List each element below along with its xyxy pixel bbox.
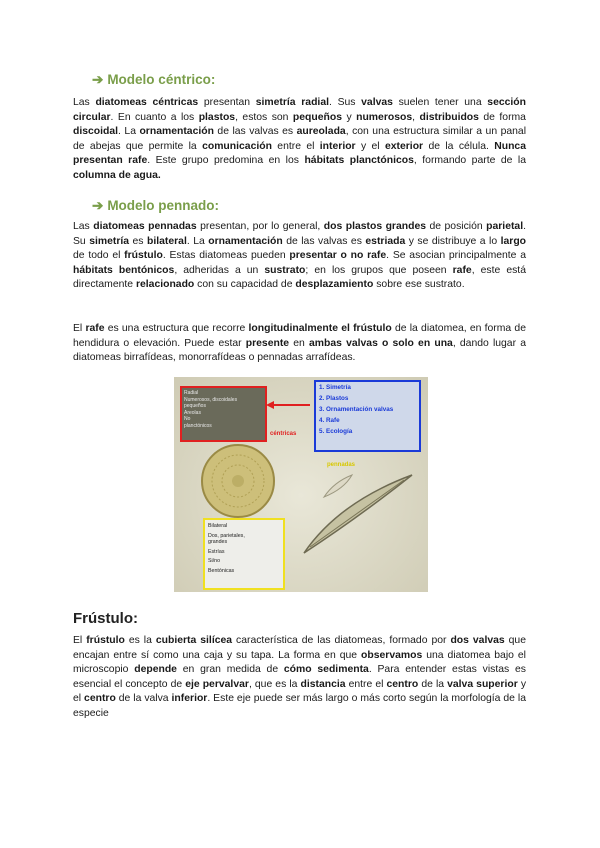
arrow-right-icon: ➔ — [92, 72, 104, 87]
paragraph-pennate — [73, 220, 526, 293]
text-run: es — [129, 235, 147, 247]
text-run: . La — [186, 235, 209, 247]
heading-frustule: Frústulo: — [73, 610, 138, 627]
text-run: y el — [73, 678, 527, 705]
text-run: estriada — [365, 235, 406, 247]
text-run: hábitats planctónicos — [304, 155, 414, 167]
text-run: , — [412, 111, 420, 123]
text-run: , con una estructura similar a un panal de abejas que permite la — [73, 126, 527, 152]
text-run: discoidal — [73, 126, 119, 138]
text-run: de las valvas es — [213, 126, 297, 138]
text-run: eje pervalvar — [185, 678, 249, 690]
text-run: numerosos — [356, 111, 413, 123]
text-run: una diatomea bajo el microscopio — [73, 649, 526, 676]
text-run: observamos — [361, 649, 423, 661]
text-run: valvas — [361, 97, 393, 108]
text-run: sección circular — [73, 97, 526, 123]
text-run: de la — [418, 678, 448, 690]
text-run: ornamentación — [208, 235, 283, 247]
text-run: es una estructura que recorre — [104, 323, 249, 334]
text-run: de la diatomea, en forma de hendidura o elevación. Puede estar — [73, 323, 526, 349]
text-run: , formando parte de la — [413, 155, 527, 167]
text-run: Las — [73, 97, 96, 108]
text-run: de la célula. — [423, 140, 495, 152]
text-run: . Este grupo predomina en los — [147, 155, 305, 167]
text-run: inferior — [171, 693, 208, 705]
centric-feature: Radial — [184, 390, 199, 396]
criteria-item: 2. Plastos — [319, 395, 349, 402]
diatom-micrograph-figure — [174, 377, 428, 592]
text-run: parietal — [486, 221, 524, 232]
text-run: de las valvas es — [282, 235, 366, 247]
heading-centric-text: Modelo céntrico: — [107, 72, 216, 87]
text-run: distancia — [300, 678, 346, 690]
text-run: entre el — [345, 678, 387, 690]
text-run: y — [342, 111, 357, 123]
text-run: . Estas diatomeas pueden — [162, 250, 290, 262]
text-run: ornamentación — [139, 126, 214, 138]
text-run: exterior — [384, 140, 424, 152]
text-run: dos valvas — [450, 635, 505, 646]
text-run: . Se asocian principalmente a — [386, 250, 527, 262]
heading-pennate-text: Modelo pennado: — [107, 198, 220, 213]
text-run: , adheridas a un — [174, 264, 265, 276]
text-run: sustrato — [264, 264, 306, 276]
text-run: , estos son — [235, 111, 293, 123]
pennate-feature: Si/no — [208, 558, 221, 564]
text-run: . La — [118, 126, 140, 138]
pennate-features-box — [203, 518, 285, 590]
text-run: de posición — [426, 221, 487, 232]
text-run: simetría radial — [255, 97, 329, 108]
text-run: bilateral — [146, 235, 187, 247]
text-run: . Este eje puede ser más largo o más corto según la morfología de la especie — [73, 693, 526, 719]
text-run: dos plastos grandes — [323, 221, 427, 232]
heading-pennate — [92, 198, 219, 214]
text-run: que encajan entre sí como una caja y su tapa. La forma en que — [73, 635, 526, 661]
text-run: presentan, por lo general, — [196, 221, 324, 232]
centric-feature: pequeños — [184, 403, 206, 409]
text-run: diatomeas pennadas — [93, 221, 197, 232]
text-run: ; en los grupos que poseen — [305, 264, 453, 276]
text-run: rafe — [452, 264, 472, 276]
paragraph-raphe — [73, 322, 526, 366]
text-run: columna de agua. — [73, 169, 161, 181]
centric-feature: No — [184, 416, 191, 422]
centric-features-box — [180, 386, 267, 442]
text-run: suelen tener una — [392, 97, 488, 108]
text-run: valva superior — [447, 678, 518, 690]
heading-centric — [92, 72, 215, 88]
centric-feature: Numerosos, discoidales — [184, 396, 238, 403]
text-run: simetría — [89, 235, 130, 247]
text-run: distribuidos — [419, 111, 479, 123]
pennate-feature: Bentónicas — [208, 567, 235, 574]
text-run: y el — [355, 140, 385, 152]
text-run: de todo el — [73, 250, 125, 262]
text-run: . Su — [73, 221, 526, 247]
text-run: es la — [124, 635, 156, 646]
text-run: depende — [134, 664, 177, 676]
text-run: frústulo — [124, 250, 163, 262]
text-run: . En cuanto a los — [110, 111, 199, 123]
criteria-item: 1. Simetría — [319, 384, 351, 391]
text-run: entre el — [271, 140, 320, 152]
text-run: . Para entender estas vistas es esencial el concepto de — [73, 664, 526, 690]
text-run: rafe — [85, 323, 105, 334]
text-run: El — [73, 635, 87, 646]
centric-feature: Areolas — [184, 409, 201, 416]
text-run: largo — [500, 235, 527, 247]
text-run: desplazamiento — [295, 279, 374, 291]
criteria-item: 5. Ecología — [319, 428, 353, 435]
text-run: cómo sedimenta — [283, 664, 369, 676]
pennate-label: pennadas — [327, 462, 356, 468]
text-run: Nunca presentan rafe — [73, 140, 526, 167]
text-run: presente — [245, 337, 290, 349]
pennate-feature: Bilateral — [208, 523, 228, 529]
text-run: , que es la — [248, 678, 301, 690]
text-run: aureolada — [296, 126, 346, 138]
text-run: centro — [84, 693, 116, 705]
text-run: presentar o no rafe — [289, 250, 387, 262]
criteria-item: 3. Ornamentación valvas — [319, 406, 394, 413]
text-run: y se distribuye a lo — [405, 235, 501, 247]
text-run: de la valva — [115, 693, 172, 705]
text-run: pequeños — [292, 111, 342, 123]
pennate-diatom — [304, 475, 412, 553]
text-run: frústulo — [86, 635, 125, 646]
text-run: , dando lugar a diatomeas birrafídeas, monorrafídeas o pennadas arrafídeas. — [73, 337, 526, 364]
text-run: Las — [73, 221, 94, 232]
paragraph-frustule — [73, 634, 526, 722]
text-run: hábitats bentónicos — [73, 264, 175, 276]
text-run: ambas valvas o solo en una — [308, 337, 453, 349]
text-run: centro — [386, 678, 419, 690]
criteria-item: 4. Rafe — [319, 417, 340, 424]
text-run: presentan — [198, 97, 256, 108]
paragraph-centric — [73, 96, 526, 184]
text-run: en — [289, 337, 309, 349]
text-run: El — [73, 323, 86, 334]
text-run: sobre ese sustrato. — [373, 279, 465, 291]
text-run: característica de las diatomeas, formado por — [232, 635, 451, 646]
centric-feature: planctónicos — [184, 422, 212, 429]
text-run: interior — [319, 140, 356, 152]
criteria-box — [314, 380, 421, 452]
text-run: comunicación — [202, 140, 272, 152]
text-run: con su capacidad de — [194, 279, 296, 291]
text-run: plastos — [198, 111, 236, 123]
text-run: relacionado — [135, 279, 195, 291]
text-run: de forma — [478, 111, 526, 123]
text-run: cubierta silícea — [155, 635, 233, 646]
text-run: , este está directamente — [73, 264, 526, 291]
text-run: . Sus — [329, 97, 362, 108]
pennate-feature: grandes — [208, 539, 228, 545]
text-run: longitudinalmente el frústulo — [248, 323, 392, 334]
centric-label: céntricas — [270, 431, 297, 437]
pennate-feature: Estrías — [208, 548, 225, 555]
text-run: diatomeas céntricas — [95, 97, 199, 108]
arrow-right-icon: ➔ — [92, 198, 104, 213]
text-run: en gran medida de — [176, 664, 284, 676]
pennate-feature: Dos, parietales, — [208, 532, 245, 539]
